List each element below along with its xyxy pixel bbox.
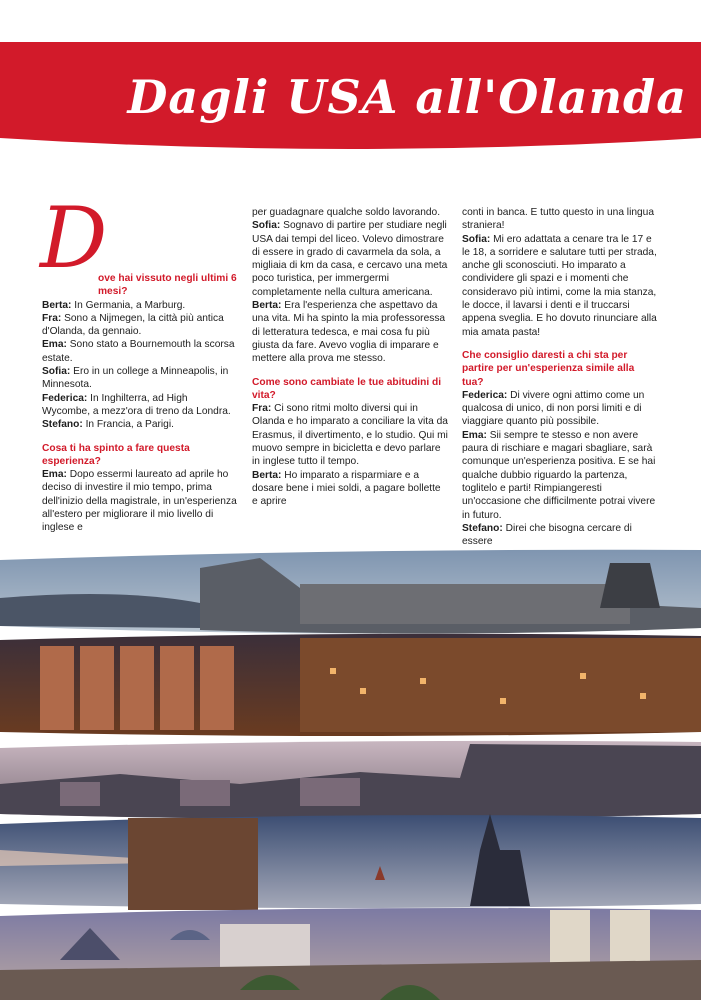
answer-text: In Francia, a Parigi. [82, 419, 174, 431]
article-column-1 [42, 262, 238, 535]
answer-text: Mi ero adattata a cenare tra le 17 e le 18, a sorridere e salutare tutti per strada, anche gli sconosciuti. Ho imparato a condividere gli spazi e i momenti che consideravo più intimi, come la mia stanza, le docce, il lavarsi i denti e il truccarsi appena sveglia. E ho dovuto rinunciare alla mia amata pasta! [462, 233, 657, 338]
answer-text: Dopo essermi laureato ad aprile ho deciso di investire il mio tempo, prima dell'inizio della magistrale, in un'esperienza all'estero per migliorare il mio livello di inglese e [42, 469, 237, 534]
answer-paragraph [462, 389, 658, 429]
answer-text: Sono a Nijmegen, la città più antica d'Olanda, da gennaio. [42, 312, 224, 338]
answer-text: Di vivere ogni attimo come un qualcosa di unico, di non porsi limiti e di viaggiare quanto più possibile. [462, 389, 645, 428]
answer-paragraph [42, 312, 238, 339]
answer-paragraph [42, 468, 238, 534]
answer-text: Direi che bisogna cercare di essere [462, 522, 632, 548]
photo-strip-4 [0, 810, 701, 912]
article-column-3 [462, 206, 658, 548]
answer-text: Ero in un college a Minneapolis, in Minnesota. [42, 366, 229, 391]
speaker-name: Sofia: [42, 366, 71, 378]
speaker-name: Ema: [42, 469, 67, 481]
speaker-name: Fra: [42, 312, 62, 324]
speaker-name: Ema: [462, 429, 487, 441]
question-3: Come sono cambiate le tue abitudini di vita? [252, 376, 442, 401]
answer-text: Sono stato a Bournemouth la scorsa estate. [42, 339, 235, 364]
speaker-name: Stefano: [462, 522, 503, 534]
answer-text: Ho imparato a risparmiare e a dosare bene i miei soldi, a pagare bollette e aprire [252, 469, 441, 508]
answers-3 [252, 402, 448, 508]
answer-paragraph [462, 233, 658, 339]
answer-paragraph [42, 418, 238, 431]
answer-paragraph [252, 402, 448, 468]
speaker-name: Federica: [462, 389, 508, 401]
speaker-name: Ema: [42, 339, 67, 351]
speaker-name: Berta: [252, 469, 282, 481]
article-column-2 [252, 206, 448, 509]
drop-cap: D [40, 189, 108, 287]
photo-strip-2 [0, 628, 701, 740]
answer-paragraph [252, 299, 448, 365]
answer-text: Sii sempre te stesso e non avere paura di rischiare e magari sbagliare, sarà comunque un'esperienza positiva. E se hai qualche dubbio riguardo la partenza, toglitelo e parti! Rimpiangeresti un'occasione che difficilmente potrai vivere in futuro. [462, 429, 656, 521]
answer-paragraph [42, 392, 238, 419]
answer-paragraph [462, 522, 658, 549]
answer-text: Ci sono ritmi molto diversi qui in Olanda e ho imparato a conciliare la vita da Erasmus, il divertimento, e lo studio. Qui mi muovo sempre in bicicletta e devo parlare in inglese tutto il tempo. [252, 403, 448, 468]
answer-paragraph [252, 469, 448, 509]
answer-paragraph [462, 429, 658, 522]
answers-2b [252, 219, 448, 365]
answer-text: Era l'esperienza che aspettavo da una vita. Mi ha spinto la mia professoressa di letteratura tedesca, e mai cosa fu più giusta da fare. Avevo voglia di imparare e mettere alla prova me stesso. [252, 300, 446, 365]
speaker-name: Berta: [42, 299, 72, 311]
speaker-name: Fra: [252, 403, 272, 415]
continued-text: per guadagnare qualche soldo lavorando. [252, 207, 441, 218]
answer-text: In Germania, a Marburg. [71, 299, 186, 311]
answers-3b [462, 233, 658, 339]
answers-2 [42, 468, 238, 534]
answer-text: Sognavo di partire per studiare negli USA dai tempi del liceo. Volevo dimostrare di essere in grado di cavarmela da sola, a migliaia di km da casa, e cercavo una meta poco turistica, per immergermi completamente nella cultura americana. [252, 220, 448, 298]
photo-strip-1 [0, 548, 701, 640]
speaker-name: Sofia: [252, 220, 281, 232]
continued-text: conti in banca. E tutto questo in una lingua straniera! [462, 207, 655, 232]
answers-1 [42, 299, 238, 432]
question-1: ove hai vissuto negli ultimi 6 mesi? [98, 273, 237, 298]
speaker-name: Federica: [42, 392, 88, 404]
speaker-name: Berta: [252, 300, 282, 312]
speaker-name: Sofia: [462, 233, 491, 245]
answer-text: In Inghilterra, ad High Wycombe, a mezz'ora di treno da Londra. [42, 392, 231, 417]
answer-paragraph [42, 299, 238, 312]
page-title: Dagli USA all'Olanda [127, 70, 687, 124]
speaker-name: Stefano: [42, 419, 83, 431]
answer-paragraph [42, 365, 238, 392]
answer-paragraph [252, 219, 448, 299]
photo-strip-5 [0, 900, 701, 1000]
answer-paragraph [42, 338, 238, 365]
answers-4 [462, 389, 658, 549]
question-4: Che consiglio daresti a chi sta per partire per un'esperienza simile alla tua? [462, 349, 635, 388]
question-2: Cosa ti ha spinto a fare questa esperienza? [42, 442, 190, 467]
